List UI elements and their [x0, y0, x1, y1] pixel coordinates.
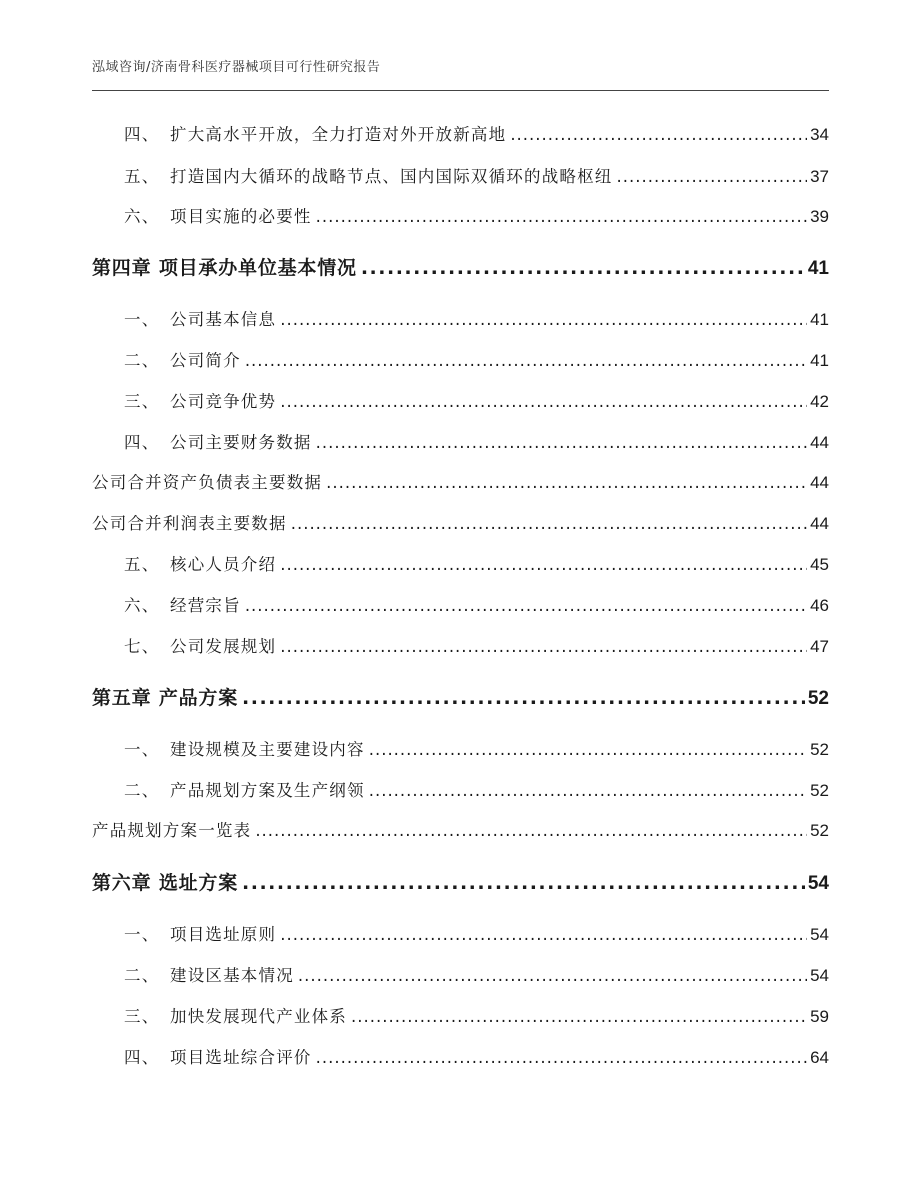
- toc-page-number: 37: [810, 167, 829, 186]
- toc-entry-label: 公司简介: [170, 351, 241, 370]
- toc-entry[interactable]: [92, 922, 829, 948]
- toc-entry[interactable]: [92, 1045, 829, 1071]
- toc-page-number: 44: [810, 433, 829, 452]
- toc-entry-title: [92, 778, 365, 804]
- toc-entry[interactable]: [92, 164, 829, 190]
- toc-dot-leader: [351, 1004, 807, 1030]
- toc-dot-leader: [316, 430, 807, 456]
- toc-dot-leader: [280, 552, 807, 578]
- toc-page-number: 52: [810, 821, 829, 840]
- toc-dot-leader: [245, 348, 807, 374]
- toc-entry-title: [92, 307, 276, 333]
- toc-dot-leader: [510, 122, 807, 148]
- toc-entry-label: 建设规模及主要建设内容: [170, 740, 365, 759]
- toc-page-number: 59: [810, 1007, 829, 1026]
- toc-page-number: 54: [810, 925, 829, 944]
- toc-entry-label: 项目选址原则: [170, 925, 277, 944]
- toc-entry-label: 加快发展现代产业体系: [170, 1007, 347, 1026]
- toc-entry-title: [92, 737, 365, 763]
- toc-entry[interactable]: [92, 737, 829, 763]
- toc-entry[interactable]: [92, 470, 829, 496]
- toc-entry-label: 产品规划方案及生产纲领: [170, 781, 365, 800]
- toc-entry-number: 六、: [124, 596, 160, 615]
- toc-dot-leader: [326, 470, 807, 496]
- toc-entry[interactable]: [92, 818, 829, 844]
- toc-page-number: 41: [810, 310, 829, 329]
- toc-chapter-entry[interactable]: [92, 683, 829, 713]
- toc-page-number: 47: [810, 637, 829, 656]
- toc-entry-label: 项目选址综合评价: [170, 1048, 312, 1067]
- toc-entry-title: [92, 1045, 312, 1071]
- toc-page-number: 52: [810, 740, 829, 759]
- toc-dot-leader: [280, 922, 807, 948]
- toc-entry-title: [92, 963, 294, 989]
- toc-dot-leader: [245, 593, 807, 619]
- toc-entry-label: 第五章 产品方案: [92, 687, 239, 709]
- toc-entry-number: 七、: [124, 637, 160, 656]
- toc-chapter-entry[interactable]: [92, 253, 829, 283]
- toc-entry-number: 四、: [124, 433, 160, 452]
- toc-page-number: 52: [807, 688, 829, 709]
- toc-dot-leader: [291, 511, 807, 537]
- toc-entry-number: 一、: [124, 310, 160, 329]
- toc-entry-number: 三、: [124, 392, 160, 411]
- toc-entry-title: [92, 683, 238, 713]
- toc-page-number: 46: [810, 596, 829, 615]
- toc-dot-leader: [369, 737, 807, 763]
- toc-entry-label: 公司竞争优势: [170, 392, 277, 411]
- toc-entry-number: 一、: [124, 925, 160, 944]
- toc-page-number: 42: [810, 392, 829, 411]
- toc-entry-label: 项目实施的必要性: [170, 207, 312, 226]
- toc-entry-title: [92, 204, 312, 230]
- toc-dot-leader: [280, 389, 807, 415]
- toc-entry[interactable]: [92, 122, 829, 148]
- toc-entry-label: 公司发展规划: [170, 637, 277, 656]
- toc-entry[interactable]: [92, 778, 829, 804]
- toc-entry-number: 六、: [124, 207, 160, 226]
- toc-page-number: 54: [807, 873, 829, 894]
- toc-entry-title: [92, 922, 276, 948]
- toc-page-number: 54: [810, 966, 829, 985]
- toc-page-number: 45: [810, 555, 829, 574]
- toc-entry-title: [92, 122, 506, 148]
- toc-entry-label: 产品规划方案一览表: [92, 821, 252, 840]
- toc-dot-leader: [361, 253, 805, 283]
- toc-entry[interactable]: [92, 204, 829, 230]
- toc-entry-title: [92, 818, 251, 844]
- toc-entry-label: 核心人员介绍: [170, 555, 277, 574]
- toc-entry-number: 四、: [124, 1048, 160, 1067]
- toc-entry-number: 二、: [124, 351, 160, 370]
- toc-entry-label: 扩大高水平开放，全力打造对外开放新高地: [170, 125, 507, 144]
- toc-dot-leader: [255, 818, 807, 844]
- toc-page-number: 44: [810, 514, 829, 533]
- toc-page-number: 52: [810, 781, 829, 800]
- running-header: 泓域咨询/济南骨科医疗器械项目可行性研究报告: [92, 60, 381, 75]
- toc-entry-label: 公司合并资产负债表主要数据: [92, 473, 323, 492]
- toc-entry-number: 五、: [124, 555, 160, 574]
- toc-dot-leader: [316, 204, 807, 230]
- toc-entry[interactable]: [92, 634, 829, 660]
- toc-dot-leader: [369, 778, 807, 804]
- toc-dot-leader: [242, 683, 805, 713]
- toc-page-number: 39: [810, 207, 829, 226]
- toc-entry-number: 二、: [124, 966, 160, 985]
- toc-dot-leader: [280, 307, 807, 333]
- toc-entry-label: 公司主要财务数据: [170, 433, 312, 452]
- toc-entry[interactable]: [92, 348, 829, 374]
- toc-page-number: 64: [810, 1048, 829, 1067]
- toc-entry-label: 第四章 项目承办单位基本情况: [92, 257, 357, 279]
- toc-entry-title: [92, 253, 357, 283]
- toc-entry-title: [92, 470, 322, 496]
- toc-page-number: 41: [810, 351, 829, 370]
- toc-entry-title: [92, 552, 276, 578]
- toc-entry[interactable]: [92, 963, 829, 989]
- toc-entry-number: 四、: [124, 125, 160, 144]
- toc-entry-number: 二、: [124, 781, 160, 800]
- toc-entry-label: 打造国内大循环的战略节点、国内国际双循环的战略枢纽: [170, 167, 613, 186]
- toc-entry[interactable]: [92, 593, 829, 619]
- toc-entry-label: 第六章 选址方案: [92, 872, 239, 894]
- toc-entry-title: [92, 164, 613, 190]
- toc-entry-title: [92, 389, 276, 415]
- toc-entry[interactable]: [92, 307, 829, 333]
- toc-entry-title: [92, 634, 276, 660]
- header-rule: [92, 90, 829, 91]
- toc-page-number: 44: [810, 473, 829, 492]
- toc-entry-title: [92, 348, 241, 374]
- toc-entry[interactable]: [92, 1004, 829, 1030]
- toc-entry-label: 公司基本信息: [170, 310, 277, 329]
- toc-entry-number: 五、: [124, 167, 160, 186]
- toc-entry[interactable]: [92, 552, 829, 578]
- toc-page-number: 34: [810, 125, 829, 144]
- toc-entry-label: 公司合并利润表主要数据: [92, 514, 287, 533]
- toc-chapter-entry[interactable]: [92, 868, 829, 898]
- toc-page-number: 41: [807, 258, 829, 279]
- toc-entry-title: [92, 593, 241, 619]
- toc-dot-leader: [316, 1045, 807, 1071]
- toc-entry[interactable]: [92, 430, 829, 456]
- toc-entry-title: [92, 1004, 347, 1030]
- toc-entry-label: 经营宗旨: [170, 596, 241, 615]
- toc-entry-title: [92, 868, 238, 898]
- toc-entry-title: [92, 511, 287, 537]
- toc-dot-leader: [242, 868, 805, 898]
- toc-entry[interactable]: [92, 511, 829, 537]
- toc-dot-leader: [617, 164, 808, 190]
- toc-entry-number: 一、: [124, 740, 160, 759]
- toc-dot-leader: [280, 634, 807, 660]
- toc-entry-title: [92, 430, 312, 456]
- toc-entry-label: 建设区基本情况: [170, 966, 294, 985]
- toc-entry-number: 三、: [124, 1007, 160, 1026]
- toc-entry[interactable]: [92, 389, 829, 415]
- toc-dot-leader: [298, 963, 807, 989]
